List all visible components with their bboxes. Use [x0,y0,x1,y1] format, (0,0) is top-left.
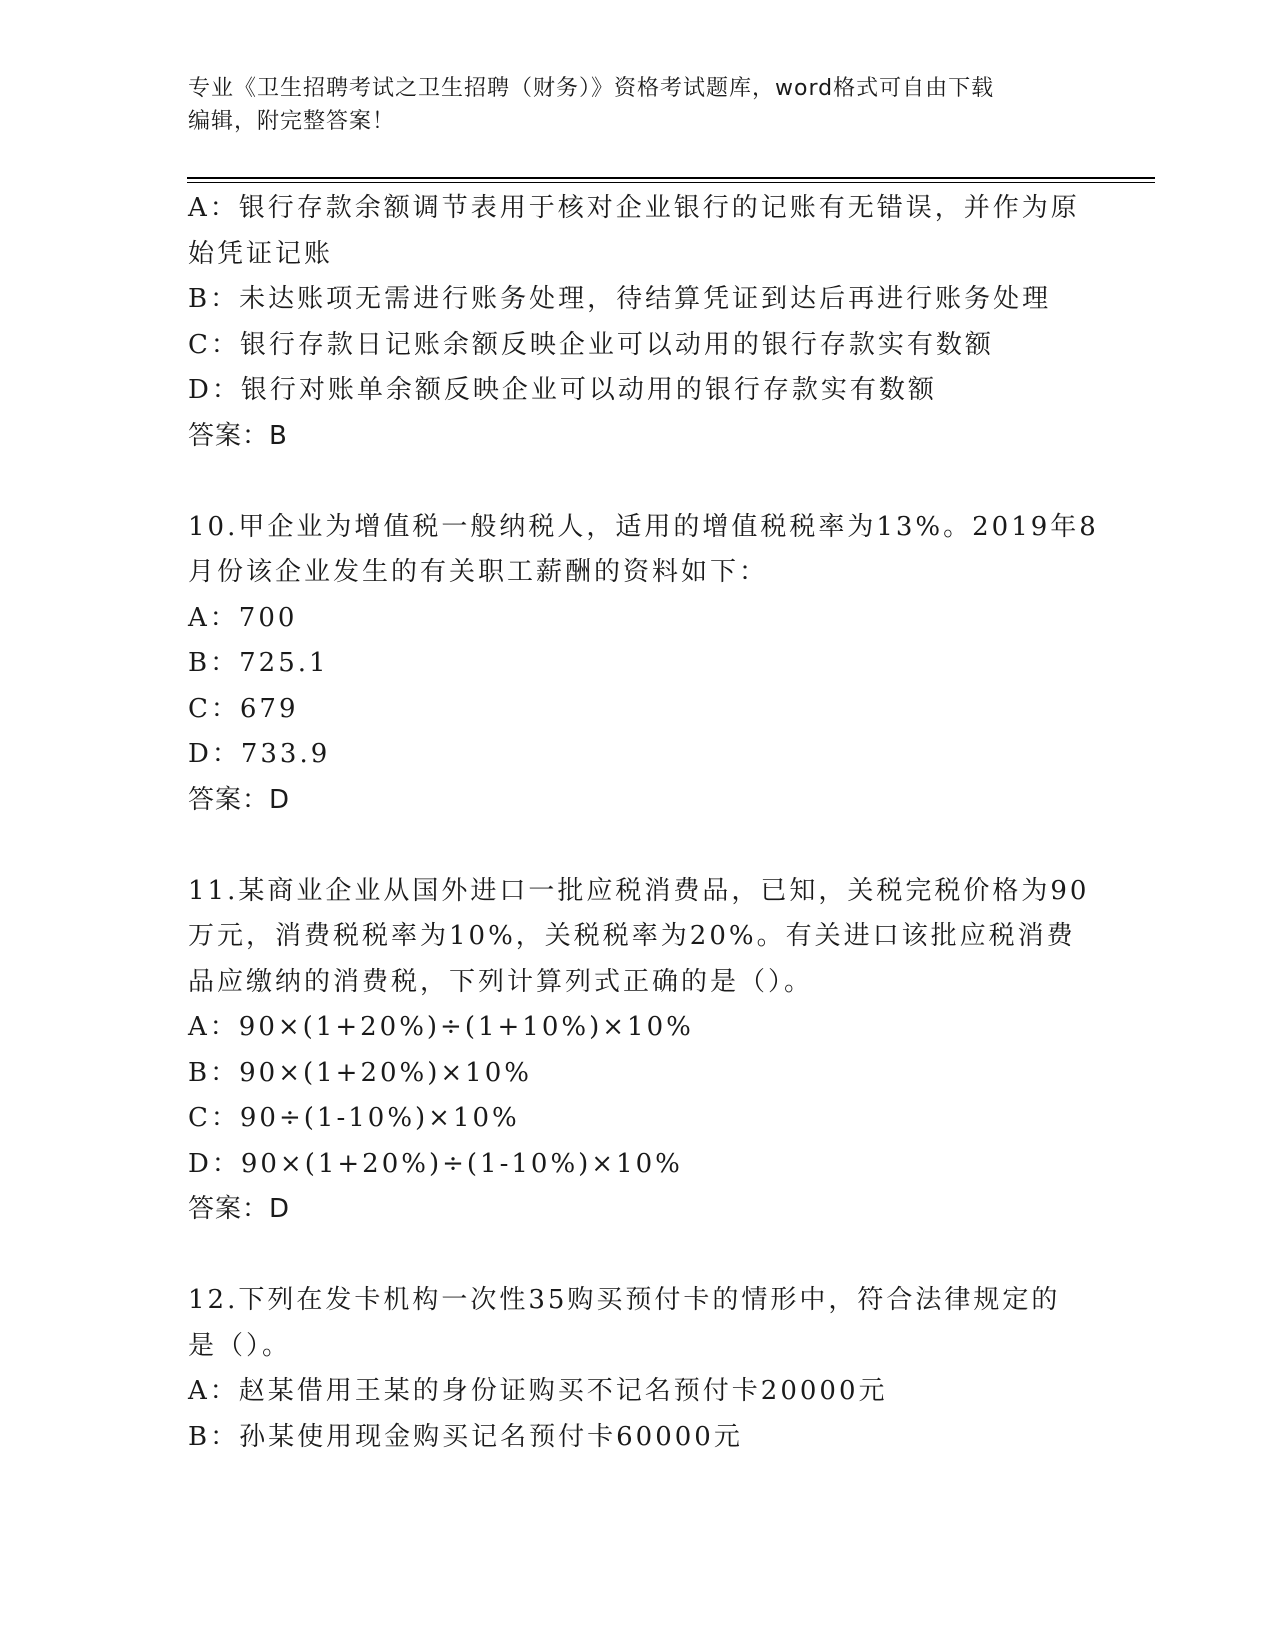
header-divider-thick [187,177,1155,179]
question-stem: 月份该企业发生的有关职工薪酬的资料如下： [188,557,769,587]
answer-line: 答案：B [188,420,288,451]
spacer [188,823,1088,869]
question-12 [188,1278,1088,1460]
document-header [188,72,1078,138]
question-stem: 万元，消费税税率为10%，关税税率为20%。有关进口该批应税消费 [188,921,1076,951]
option-line: D：银行对账单余额反映企业可以动用的银行存款实有数额 [188,375,937,405]
spacer [188,459,1088,505]
question-list [188,186,1099,1460]
question-stem: 12.下列在发卡机构一次性35购买预付卡的情形中，符合法律规定的 [188,1285,1061,1315]
option-line: C：90÷(1-10%)×10% [188,1103,520,1133]
option-line: C：银行存款日记账余额反映企业可以动用的银行存款实有数额 [188,329,994,360]
header-line-2: 编辑，附完整答案！ [188,109,396,134]
question-10 [188,505,1099,824]
option-line: A：银行存款余额调节表用于核对企业银行的记账有无错误，并作为原 [188,193,1080,223]
option-line: D：90×(1+20%)÷(1-10%)×10% [188,1148,683,1179]
option-line: D：733.9 [188,739,331,769]
option-line: B：725.1 [188,648,329,678]
option-line: B：未达账项无需进行账务处理，待结算凭证到达后再进行账务处理 [188,284,1052,314]
option-line: C：679 [188,693,299,724]
question-stem: 品应缴纳的消费税，下列计算列式正确的是（）。 [188,966,814,997]
question-9 [188,186,1088,459]
option-line: B：孙某使用现金购买记名预付卡60000元 [188,1421,743,1452]
question-stem: 10.甲企业为增值税一般纳税人，适用的增值税税率为13%。2019年8 [188,511,1099,542]
answer-line: 答案：D [188,1194,291,1224]
header-line-1: 专业《卫生招聘考试之卫生招聘（财务）》资格考试题库，word格式可自由下载 [188,76,995,101]
option-line: A：赵某借用王某的身份证购买不记名预付卡20000元 [188,1376,888,1406]
option-line: A：90×(1+20%)÷(1+10%)×10% [188,1012,694,1042]
question-11 [188,869,1088,1233]
header-divider-thin [187,182,1155,183]
option-line: 始凭证记账 [188,238,334,269]
question-stem: 是（）。 [188,1330,292,1361]
question-stem: 11.某商业企业从国外进口一批应税消费品，已知，关税完税价格为90 [188,875,1090,906]
option-line: A：700 [188,602,298,633]
spacer [188,1233,1088,1279]
answer-line: 答案：D [188,784,291,815]
option-line: B：90×(1+20%)×10% [188,1057,532,1088]
